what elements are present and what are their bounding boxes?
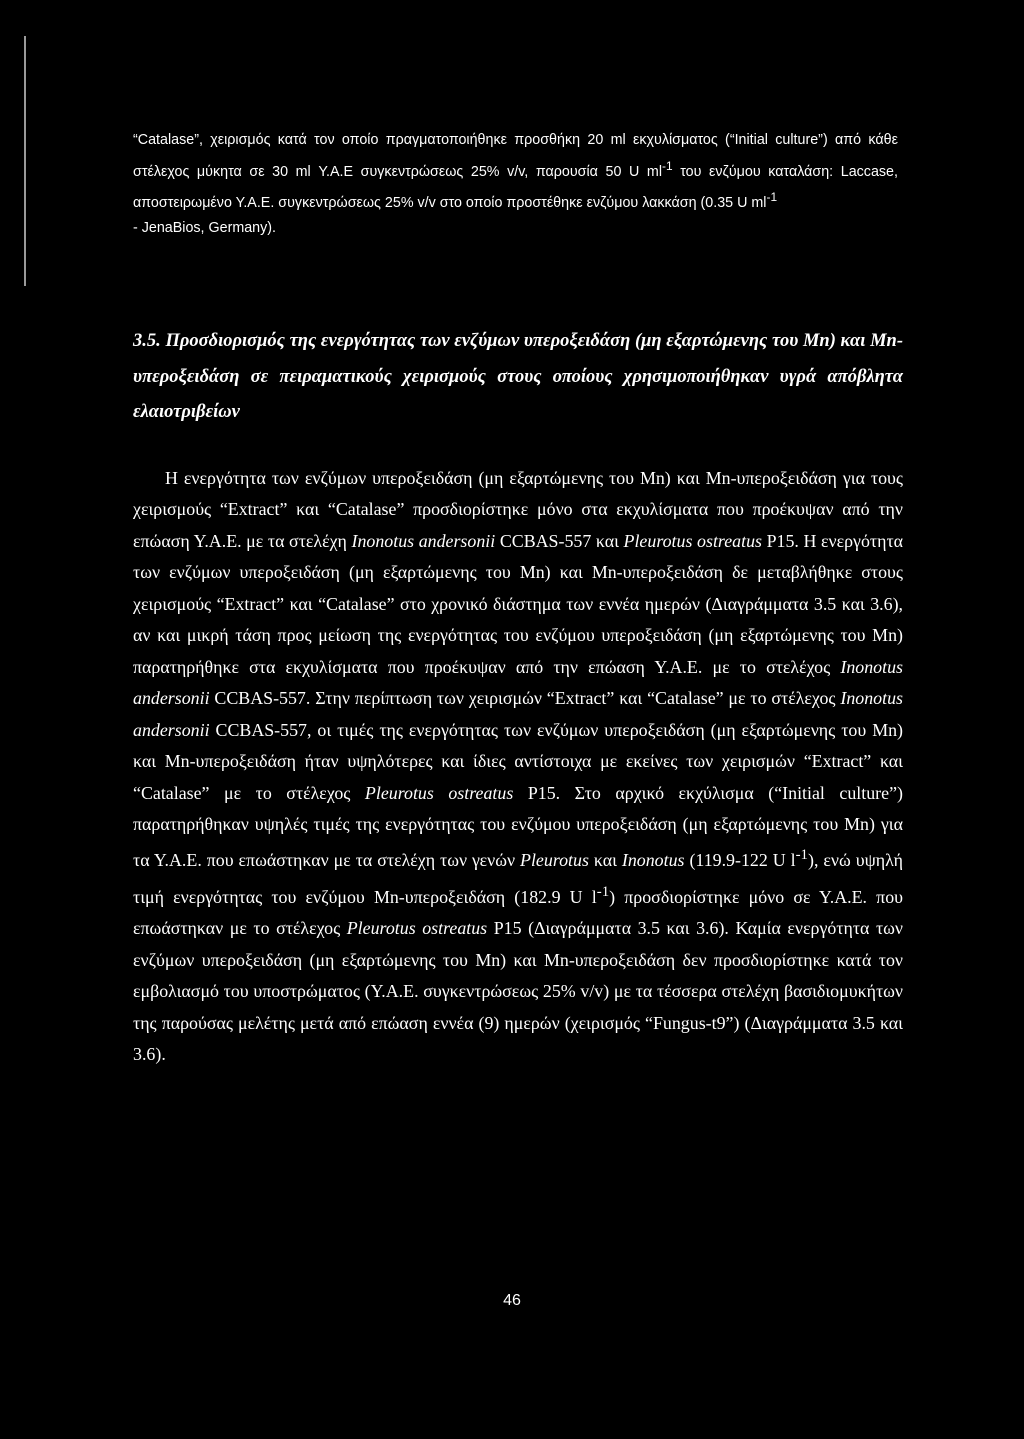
page-number: 46 — [503, 1292, 521, 1309]
body-s6: (119.9-122 U l — [684, 850, 796, 871]
scan-edge-line — [24, 36, 26, 286]
intro-paragraph — [133, 128, 898, 242]
body-paragraph — [133, 463, 903, 1071]
body-s8: ) προσδιορίστηκε μόνο σε Υ.Α.Ε. που επωάστηκαν με το στέλεχος — [133, 886, 903, 939]
body-s7-sup: -1 — [596, 883, 610, 900]
intro-line-4: - JenaBios, Germany). — [133, 220, 277, 237]
section-number: 3.5. — [133, 331, 161, 351]
intro-line-1: “Catalase”, χειρισμός κατά τον οποίο πραγματοποιήθηκε προσθήκη 20 ml εκχυλίσματος (“Initial culture”) από — [133, 132, 862, 148]
body-text — [133, 463, 903, 1071]
genus-inonotus: Inonotus — [621, 850, 685, 871]
body-s7: ), ενώ υψηλή τιμή ενεργότητας του ενζύμου Mn-υπεροξειδάση (182.9 U l — [133, 850, 903, 907]
intro-line-2: κάθε στέλεχος μύκητα σε 30 ml Υ.Α.Ε συγκεντρώσεως 25% v/v, παρουσία 50 U ml — [133, 132, 898, 180]
body-s1b: CCBAS-557 και — [495, 530, 624, 551]
intro-line-3: Laccase, αποστειρωμένο Υ.Α.Ε. συγκεντρώσεως 25% v/v στο οποίο προστέθηκε ενζύμου λακκάση (0.35 U ml — [133, 163, 898, 211]
species-inonotus-3: Inonotus andersonii — [133, 688, 903, 740]
species-pleurotus-3: Pleurotus ostreatus — [346, 918, 488, 939]
body-s4: P15. Στο αρχικό εκχύλισμα (“Initial culture”) παρατηρήθηκαν υψηλές τιμές της ενεργότητας του ενζύμου υπεροξειδάση (μη εξαρτώμενης του Mn) για τα Υ.Α.Ε. που επωάστηκαν με τα στελέχη των γενών — [133, 782, 903, 871]
section-title: Προσδιορισμός της ενεργότητας των ενζύμων υπεροξειδάση (μη εξαρτώμενης του Mn) και Mn-υπεροξειδάση σε πειραματικούς χειρισμούς στους οποίους χρησιμοποιήθηκαν υγρά απόβλητα ελαιοτριβείων — [133, 331, 903, 422]
genus-pleurotus: Pleurotus — [520, 850, 589, 871]
intro-line-3-sup: -1 — [766, 189, 778, 204]
species-inonotus: Inonotus andersonii — [351, 530, 496, 551]
body-s1c: P15. Η ενεργότητα των ενζύμων υπεροξειδάση (μη εξαρτώμενης του Mn) και Mn-υπεροξειδάση δε μεταβλήθηκε στους χειρισμούς “Extract” και “Catalase” στο χρονικό διάστημα των εννέα ημερών (Διαγράμματα 3.5 και 3.6), αν και μικρή τάση προς μείωση της ενεργότητας του ενζύμου υπεροξειδάση (μη εξαρτώμενης του Mn) παρατηρήθηκε στα εκχυλίσματα που προέκυψαν από την επώαση Υ.Α.Ε. με το στελέχος — [133, 530, 904, 677]
species-inonotus-2: Inonotus andersonii — [133, 656, 903, 709]
body-s2: CCBAS-557. Στην περίπτωση των χειρισμών “Extract” και “Catalase” με το στέλεχος — [209, 688, 841, 709]
body-s1: Η ενεργότητα των ενζύμων υπεροξειδάση (μη εξαρτώμενης του Mn) και Mn-υπεροξειδάση για τους χειρισμούς “Extract” και “Catalase” προσδιορίστηκε μόνο στα εκχυλίσματα που προέκυψαν από την επώαση Υ.Α.Ε. με τα στελέχη — [133, 468, 903, 551]
body-s6-sup: -1 — [795, 847, 809, 864]
body-s5: και — [588, 850, 622, 871]
species-pleurotus: Pleurotus ostreatus — [623, 530, 762, 551]
body-s3: CCBAS-557, οι τιμές της ενεργότητας των ενζύμων υπεροξειδάση (μη εξαρτώμενης του Mn) και Mn-υπεροξειδάση ήταν υψηλότερες και ίδιες αντίστοιχα με εκείνες των χειρισμών “Extract” και “Catalase” με το στέλεχος — [133, 719, 903, 803]
intro-line-2b: του ενζύμου καταλάση: — [672, 163, 834, 180]
species-pleurotus-2: Pleurotus ostreatus — [364, 782, 514, 803]
body-s9: P15 (Διαγράμματα 3.5 και 3.6). Καμία ενεργότητα των ενζύμων υπεροξειδάση (μη εξαρτώμενης του Mn) και Mn-υπεροξειδάση δεν προσδιορίστηκε κατά τον εμβολιασμό του υποστρώματος (Υ.Α.Ε. συγκεντρώσεως 25% v/v) με τα τέσσερα στελέχη βασιδιομυκήτων της παρούσας μελέτης μετά από επώαση εννέα (9) ημερών (χειρισμός “Fungus-t9”) (Διαγράμματα 3.5 και 3.6). — [133, 918, 904, 1065]
intro-line-2-sup: -1 — [662, 158, 673, 173]
section-heading — [133, 324, 903, 431]
